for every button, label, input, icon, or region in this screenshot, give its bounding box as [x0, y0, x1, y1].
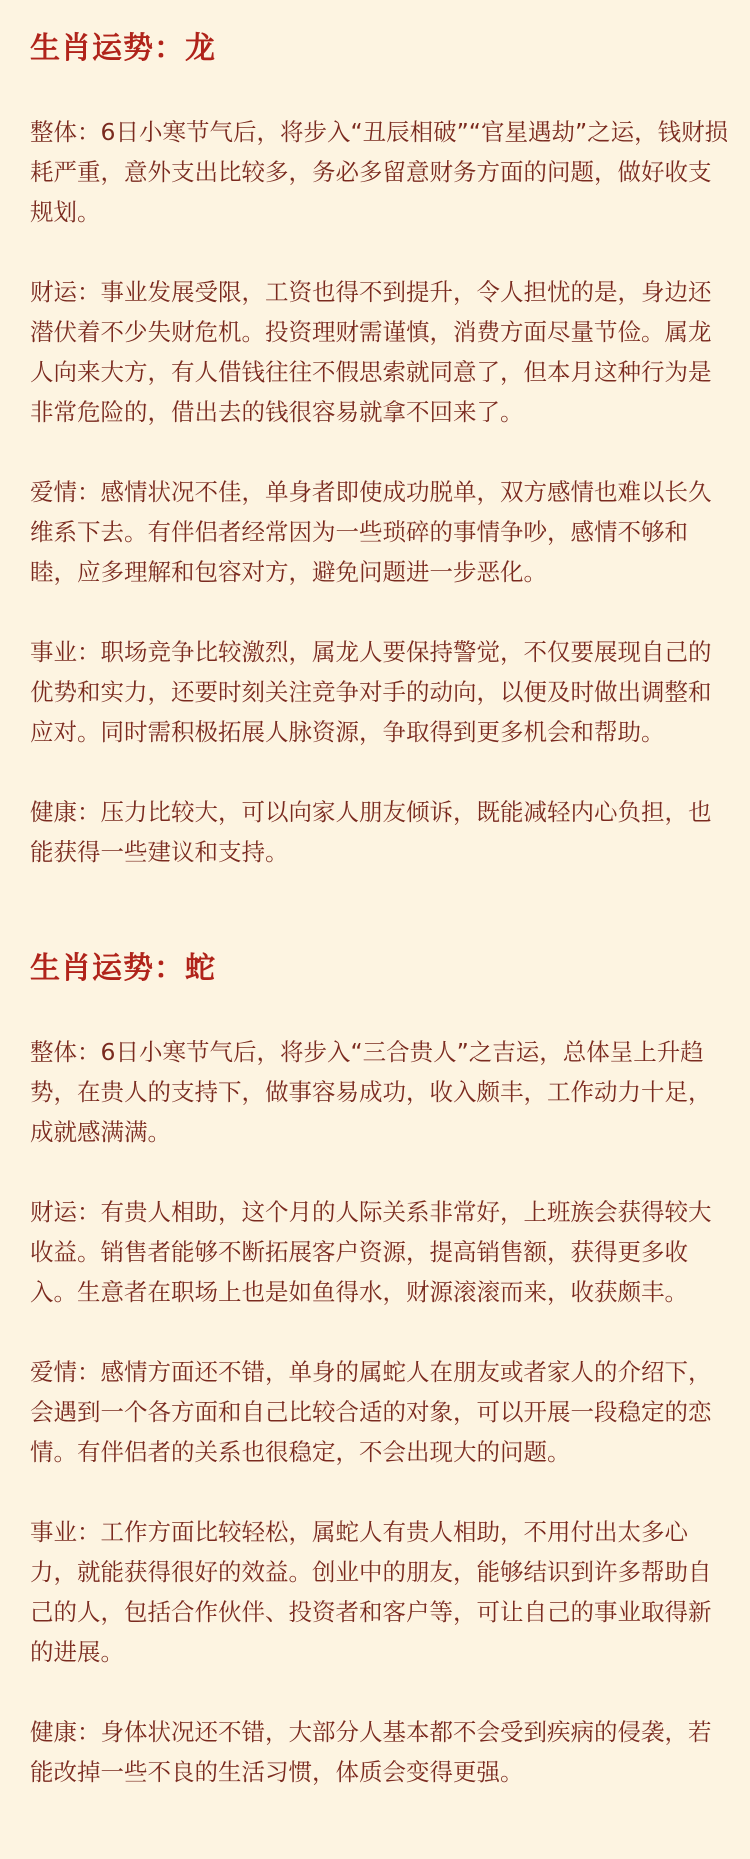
- paragraph-text: 事业发展受限，工资也得不到提升，令人担忧的是，身边还潜伏着不少失财危机。投资理财需谨慎，消费方面尽量节俭。属龙人向来大方，有人借钱往往不假思索就同意了，但本月这种行为是非常危险的，借出去的钱很容易就拿不回来了。: [30, 278, 712, 426]
- career-paragraph: [30, 1512, 730, 1672]
- overall-paragraph: [30, 1032, 730, 1152]
- love-paragraph: [30, 1352, 730, 1472]
- snake-section: [30, 946, 730, 1792]
- paragraph-label: 事业：: [30, 1518, 101, 1546]
- paragraph-text: 感情状况不佳，单身者即使成功脱单，双方感情也难以长久维系下去。有伴侣者经常因为一些琐碎的事情争吵，感情不够和睦，应多理解和包容对方，避免问题进一步恶化。: [30, 478, 712, 586]
- overall-paragraph: [30, 112, 730, 232]
- paragraph-text: 压力比较大，可以向家人朋友倾诉，既能减轻内心负担，也能获得一些建议和支持。: [30, 798, 712, 866]
- paragraph-text: 职场竞争比较激烈，属龙人要保持警觉，不仅要展现自己的优势和实力，还要时刻关注竞争对手的动向，以便及时做出调整和应对。同时需积极拓展人脉资源，争取得到更多机会和帮助。: [30, 638, 712, 746]
- section-title: 生肖运势：蛇: [30, 951, 216, 986]
- paragraph-label: 财运：: [30, 278, 101, 306]
- wealth-paragraph: [30, 1192, 730, 1312]
- paragraph-label: 爱情：: [30, 1358, 101, 1386]
- health-paragraph: [30, 1712, 730, 1792]
- health-paragraph: [30, 792, 730, 872]
- paragraph-label: 健康：: [30, 1718, 101, 1746]
- paragraph-label: 财运：: [30, 1198, 101, 1226]
- paragraph-text: 工作方面比较轻松，属蛇人有贵人相助，不用付出太多心力，就能获得很好的效益。创业中的朋友，能够结识到许多帮助自己的人，包括合作伙伴、投资者和客户等，可让自己的事业取得新的进展。: [30, 1518, 712, 1666]
- wealth-paragraph: [30, 272, 730, 432]
- career-paragraph: [30, 632, 730, 752]
- paragraph-label: 事业：: [30, 638, 101, 666]
- paragraph-text: 6日小寒节气后，将步入“三合贵人”之吉运，总体呈上升趋势，在贵人的支持下，做事容易成功，收入颇丰，工作动力十足，成就感满满。: [30, 1038, 712, 1146]
- section-title: 生肖运势：龙: [30, 31, 216, 66]
- paragraph-label: 整体：: [30, 1038, 101, 1066]
- paragraph-label: 健康：: [30, 798, 101, 826]
- paragraph-text: 6日小寒节气后，将步入“丑辰相破”“官星遇劫”之运，钱财损耗严重，意外支出比较多，务必多留意财务方面的问题，做好收支规划。: [30, 118, 729, 226]
- dragon-section: [30, 26, 730, 872]
- paragraph-label: 整体：: [30, 118, 101, 146]
- paragraph-text: 有贵人相助，这个月的人际关系非常好，上班族会获得较大收益。销售者能够不断拓展客户资源，提高销售额，获得更多收入。生意者在职场上也是如鱼得水，财源滚滚而来，收获颇丰。: [30, 1198, 712, 1306]
- love-paragraph: [30, 472, 730, 592]
- paragraph-text: 身体状况还不错，大部分人基本都不会受到疾病的侵袭，若能改掉一些不良的生活习惯，体质会变得更强。: [30, 1718, 712, 1786]
- paragraph-text: 感情方面还不错，单身的属蛇人在朋友或者家人的介绍下，会遇到一个各方面和自己比较合适的对象，可以开展一段稳定的恋情。有伴侣者的关系也很稳定，不会出现大的问题。: [30, 1358, 712, 1466]
- paragraph-label: 爱情：: [30, 478, 101, 506]
